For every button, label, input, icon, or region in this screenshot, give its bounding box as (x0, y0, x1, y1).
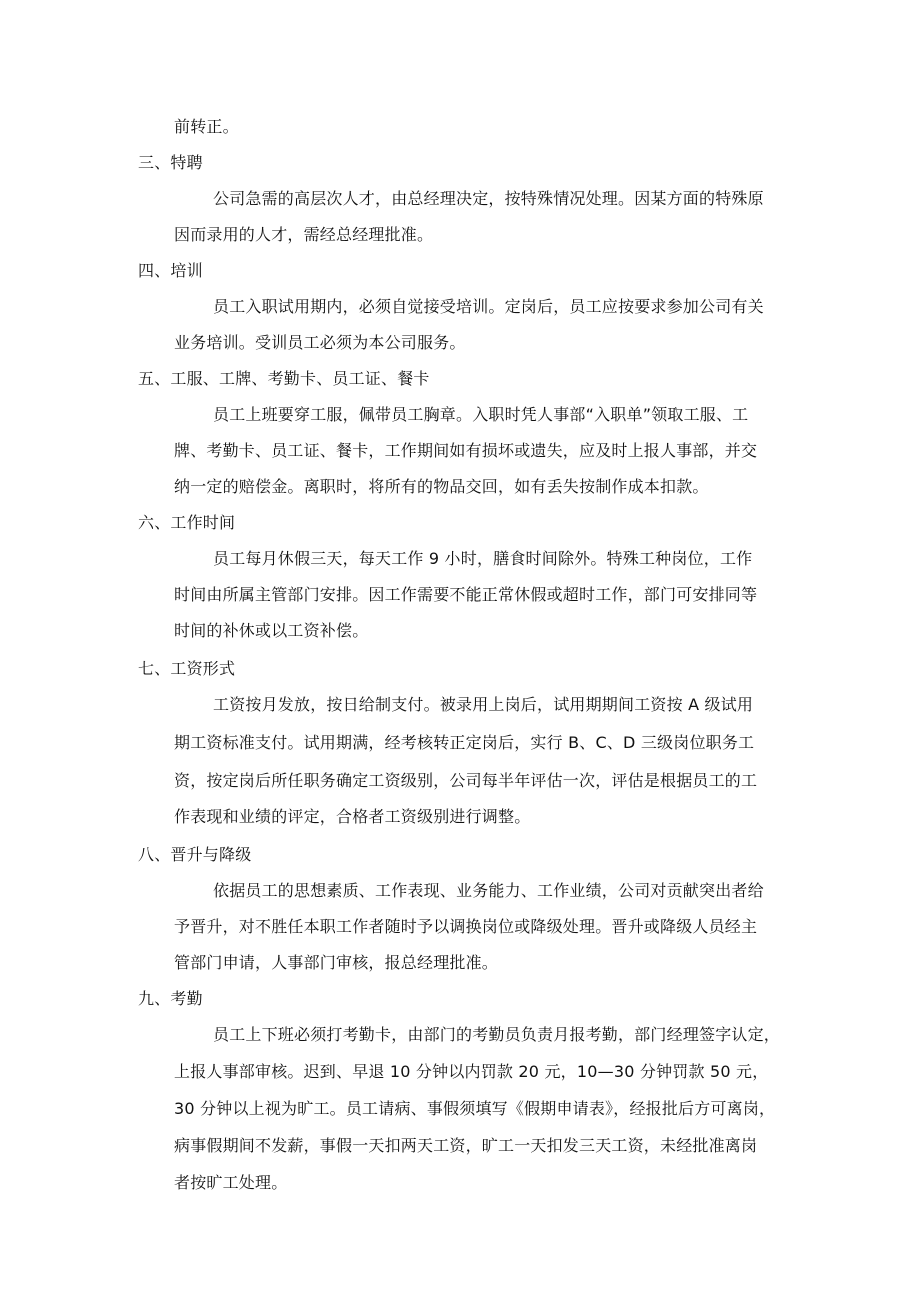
paragraph-line: 员工上班要穿工服，佩带员工胸章。入职时凭人事部“入职单”领取工服、工 (213, 405, 749, 424)
paragraph-line: 牌、考勤卡、员工证、餐卡，工作期间如有损坏或遗失，应及时上报人事部，并交 (174, 441, 758, 460)
section-heading-9: 九、考勤 (138, 989, 203, 1008)
paragraph-line: 员工上下班必须打考勤卡，由部门的考勤员负责月报考勤，部门经理签字认定， (213, 1025, 781, 1044)
paragraph-line: 工资按月发放，按日给制支付。被录用上岗后，试用期期间工资按 A 级试用 (213, 695, 754, 714)
paragraph-line: 依据员工的思想素质、工作表现、业务能力、工作业绩，公司对贡献突出者给 (213, 881, 764, 900)
paragraph-line: 期工资标准支付。试用期满，经考核转正定岗后，实行 B、C、D 三级岗位职务工 (174, 733, 755, 752)
section-heading-4: 四、培训 (138, 261, 203, 280)
paragraph-line: 员工入职试用期内，必须自觉接受培训。定岗后，员工应按要求参加公司有关 (213, 297, 764, 316)
paragraph-line: 上报人事部审核。迟到、早退 10 分钟以内罚款 20 元，10—30 分钟罚款 50 元， (174, 1062, 769, 1081)
paragraph-line: 时间由所属主管部门安排。因工作需要不能正常休假或超时工作，部门可安排同等 (174, 585, 758, 604)
section-heading-8: 八、晋升与降级 (138, 845, 252, 864)
paragraph-line: 前转正。 (174, 117, 239, 136)
paragraph-line: 者按旷工处理。 (174, 1173, 288, 1192)
paragraph-line: 管部门申请，人事部门审核，报总经理批准。 (174, 953, 499, 972)
section-heading-6: 六、工作时间 (138, 513, 236, 532)
paragraph-line: 资，按定岗后所任职务确定工资级别，公司每半年评估一次，评估是根据员工的工 (174, 771, 758, 790)
paragraph-line: 因而录用的人才，需经总经理批准。 (174, 225, 434, 244)
paragraph-line: 病事假期间不发薪，事假一天扣两天工资，旷工一天扣发三天工资，未经批准离岗 (174, 1136, 758, 1155)
paragraph-line: 员工每月休假三天，每天工作 9 小时，膳食时间除外。特殊工种岗位，工作 (213, 549, 753, 568)
paragraph-line: 业务培训。受训员工必须为本公司服务。 (174, 333, 466, 352)
paragraph-line: 30 分钟以上视为旷工。员工请病、事假须填写《假期申请表》，经报批后方可离岗， (174, 1099, 776, 1118)
paragraph-line: 予晋升，对不胜任本职工作者随时予以调换岗位或降级处理。晋升或降级人员经主 (174, 917, 758, 936)
paragraph-line: 时间的补休或以工资补偿。 (174, 621, 369, 640)
section-heading-3: 三、特聘 (138, 153, 203, 172)
section-heading-7: 七、工资形式 (138, 659, 236, 678)
section-heading-5: 五、工服、工牌、考勤卡、员工证、餐卡 (138, 369, 430, 388)
paragraph-line: 公司急需的高层次人才，由总经理决定，按特殊情况处理。因某方面的特殊原 (213, 189, 764, 208)
paragraph-line: 纳一定的赔偿金。离职时，将所有的物品交回，如有丢失按制作成本扣款。 (174, 477, 709, 496)
paragraph-line: 作表现和业绩的评定，合格者工资级别进行调整。 (174, 807, 531, 826)
